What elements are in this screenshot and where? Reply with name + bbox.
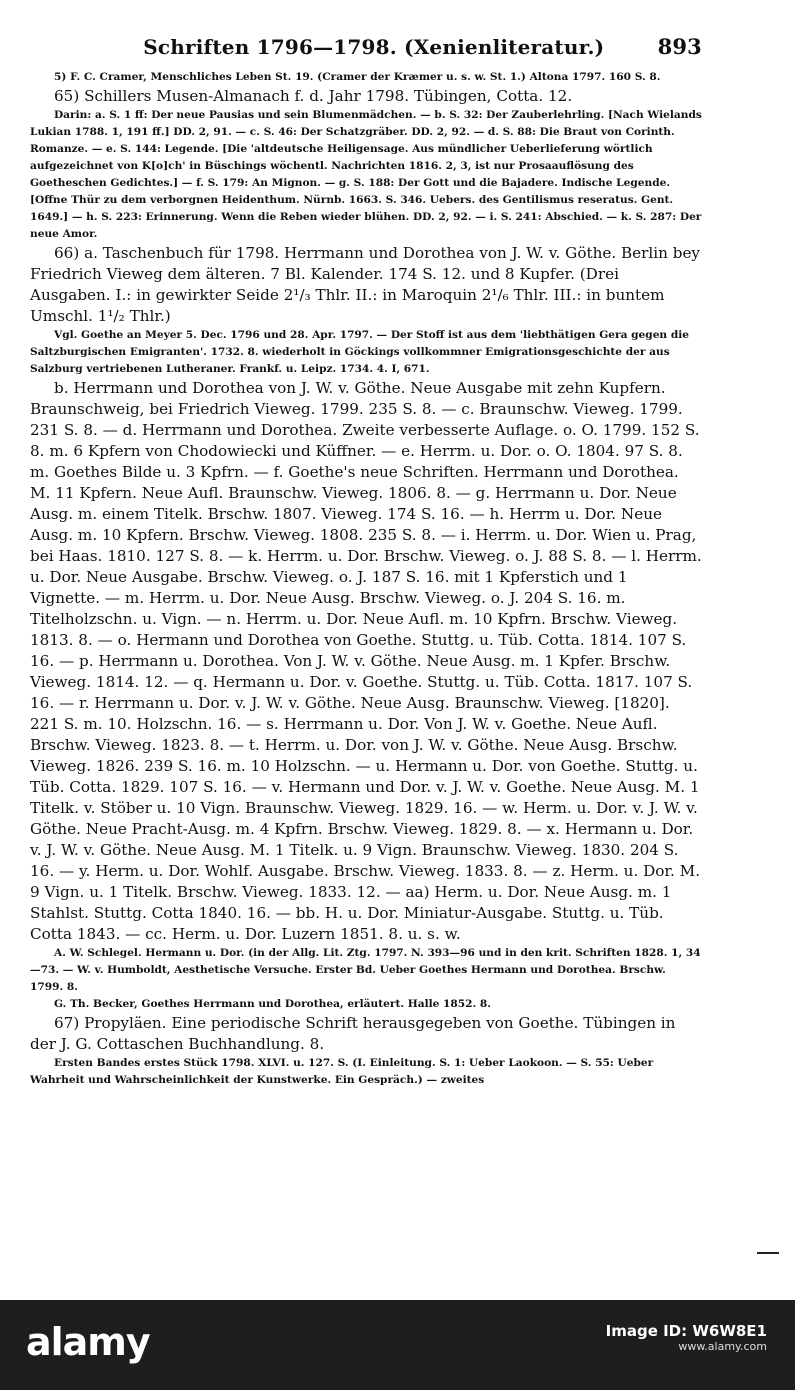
site-url: www.alamy.com [678, 1340, 767, 1353]
page-content [30, 34, 702, 1089]
entry-paragraph: b. Herrmann und Dorothea von J. W. v. Göthe. Neue Ausgabe mit zehn Kupfern. Braunschweig, bei Friedrich Vieweg. 1799. 235 S. 8. — c. Braunschw. Vieweg. 1799. 231 S. 8. — d. Herrmann und Dorothea. Zweite verbesserte Auflage. o. O. 1799. 152 S. 8. m. 6 Kpfern von Chodowiecki und Küffner. — e. Herrm. u. Dor. o. O. 1804. 97 S. 8. m. Goethes Bilde u. 3 Kpfrn. — f. Goethe's neue Schriften. Herrmann und Dorothea. M. 11 Kpfern. Neue Aufl. Braunschw. Vieweg. 1806. 8. — g. Herrmann u. Dor. Neue Ausg. m. einem Titelk. Brschw. 1807. Vieweg. 174 S. 16. — h. Herrm u. Dor. Neue Ausg. m. 10 Kpfern. Brschw. Vieweg. 1808. 235 S. 8. — i. Herrm. u. Dor. Wien u. Prag, bei Haas. 1810. 127 S. 8. — k. Herrm. u. Dor. Brschw. Vieweg. o. J. 88 S. 8. — l. Herrm. u. Dor. Neue Ausgabe. Brschw. Vieweg. o. J. 187 S. 16. mit 1 Kpferstich und 1 Vignette. — m. Herrm. u. Dor. Neue Ausg. Brschw. Vieweg. o. J. 204 S. 16. m. Titelholzschn. u. Vign. — n. Herrm. u. Dor. Neue Aufl. m. 10 Kpfrn. Brschw. Vieweg. 1813. 8. — o. Hermann und Dorothea von Goethe. Stuttg. u. Tüb. Cotta. 1814. 107 S. 16. — p. Herrmann u. Dorothea. Von J. W. v. Göthe. Neue Ausg. m. 1 Kpfer. Brschw. Vieweg. 1814. 12. — q. Hermann u. Dor. v. Goethe. Stuttg. u. Tüb. Cotta. 1817. 107 S. 16. — r. Herrmann u. Dor. v. J. W. v. Göthe. Neue Ausg. Braunschw. Vieweg. [1820]. 221 S. m. 10. Holzschn. 16. — s. Herrmann u. Dor. Von J. W. v. Goethe. Neue Aufl. Brschw. Vieweg. 1823. 8. — t. Herrm. u. Dor. von J. W. v. Göthe. Neue Ausg. Brschw. Vieweg. 1826. 239 S. 16. m. 10 Holzschn. — u. Hermann u. Dor. von Goethe. Stuttg. u. Tüb. Cotta. 1829. 107 S. 16. — v. Hermann und Dor. v. J. W. v. Goethe. Neue Ausg. M. 1 Titelk. v. Stöber u. 10 Vign. Braunschw. Vieweg. 1829. 16. — w. Herm. u. Dor. v. J. W. v. Göthe. Neue Pracht-Ausg. m. 4 Kpfrn. Brschw. Vieweg. 1829. 8. — x. Hermann u. Dor. v. J. W. v. Göthe. Neue Ausg. M. 1 Titelk. u. 9 Vign. Braunschw. Vieweg. 1830. 204 S. 16. — y. Herm. u. Dor. Wohlf. Ausgabe. Brschw. Vieweg. 1833. 8. — z. Herm. u. Dor. M. 9 Vign. u. 1 Titelk. Brschw. Vieweg. 1833. 12. — aa) Herm. u. Dor. Neue Ausg. m. 1 Stahlst. Stuttg. Cotta 1840. 16. — bb. H. u. Dor. Miniatur-Ausgabe. Stuttg. u. Tüb. Cotta 1843. — cc. Herm. u. Dor. Luzern 1851. 8. u. s. w. [30, 379, 702, 943]
note-paragraph: G. Th. Becker, Goethes Herrmann und Dorothea, erläutert. Halle 1852. 8. [54, 998, 491, 1010]
note-paragraph: Vgl. Goethe an Meyer 5. Dec. 1796 und 28. Apr. 1797. — Der Stoff ist aus dem 'liebthätigen Gera gegen die Saltzburgischen Emigranten'. 1732. 8. wiederholt in Göckings vollkommner Emigrationsgeschichte der aus Salzburg vertriebenen Lutheraner. Frankf. u. Leipz. 1734. 4. I, 671. [30, 329, 689, 375]
image-id: Image ID: W6W8E1 [605, 1322, 767, 1340]
entry-paragraph: 67) Propyläen. Eine periodische Schrift herausgegeben von Goethe. Tübingen in der J. G. Cottaschen Buchhandlung. 8. [30, 1014, 676, 1053]
entry-paragraph: 66) a. Taschenbuch für 1798. Herrmann und Dorothea von J. W. v. Göthe. Berlin bey Friedrich Vieweg dem älteren. 7 Bl. Kalender. 174 S. 12. und 8 Kupfer. (Drei Ausgaben. I.: in gewirkter Seide 2¹/₃ Thlr. II.: in Maroquin 2¹/₆ Thlr. III.: in buntem Umschl. 1¹/₂ Thlr.) [30, 244, 701, 325]
alamy-logo: alamy [26, 1320, 150, 1364]
page-title: Schriften 1796—1798. (Xenienliteratur.) [143, 35, 605, 59]
image-id-block [606, 1324, 767, 1354]
text-body [30, 69, 702, 1089]
page-number: 893 [657, 34, 702, 59]
note-paragraph: A. W. Schlegel. Hermann u. Dor. (in der Allg. Lit. Ztg. 1797. N. 393—96 und in den krit. Schriften 1828. 1, 34—73. — W. v. Humboldt, Aesthetische Versuche. Erster Bd. Ueber Goethes Hermann und Dorothea. Brschw. 1799. 8. [30, 947, 701, 993]
note-paragraph: Ersten Bandes erstes Stück 1798. XLVI. u. 127. S. (I. Einleitung. S. 1: Ueber Laokoon. — S. 55: Ueber Wahrheit und Wahrscheinlichkeit der Kunstwerke. Ein Gespräch.) — zweites [30, 1057, 654, 1086]
watermark-banner [0, 1300, 795, 1390]
running-header [30, 34, 702, 59]
note-paragraph: 5) F. C. Cramer, Menschliches Leben St. 19. (Cramer der Kræmer u. s. w. St. 1.) Altona 1797. 160 S. 8. [54, 71, 661, 83]
margin-mark [757, 1252, 779, 1254]
note-paragraph: Darin: a. S. 1 ff: Der neue Pausias und sein Blumenmädchen. — b. S. 32: Der Zauberlehrling. [Nach Wielands Lukian 1788. 1, 191 ff.] DD. 2, 91. — c. S. 46: Der Schatzgräber. DD. 2, 92. — d. S. 88: Die Braut von Corinth. Romanze. — e. S. 144: Legende. [Die 'altdeutsche Heiligensage. Aus mündlicher Ueberlieferung wörtlich aufgezeichnet von K[o]ch' in Büschings wöchentl. Nachrichten 1816. 2, 3, ist nur Prosaauflösung des Goetheschen Gedichtes.] — f. S. 179: An Mignon. — g. S. 188: Der Gott und die Bajadere. Indische Legende. [Offne Thür zu dem verborgnen Heidenthum. Nürnb. 1663. S. 346. Uebers. des Gentilismus reseratus. Gent. 1649.] — h. S. 223: Erinnerung. Wenn die Reben wieder blühen. DD. 2, 92. — i. S. 241: Abschied. — k. S. 287: Der neue Amor. [30, 109, 702, 240]
entry-paragraph: 65) Schillers Musen-Almanach f. d. Jahr 1798. Tübingen, Cotta. 12. [54, 87, 573, 105]
